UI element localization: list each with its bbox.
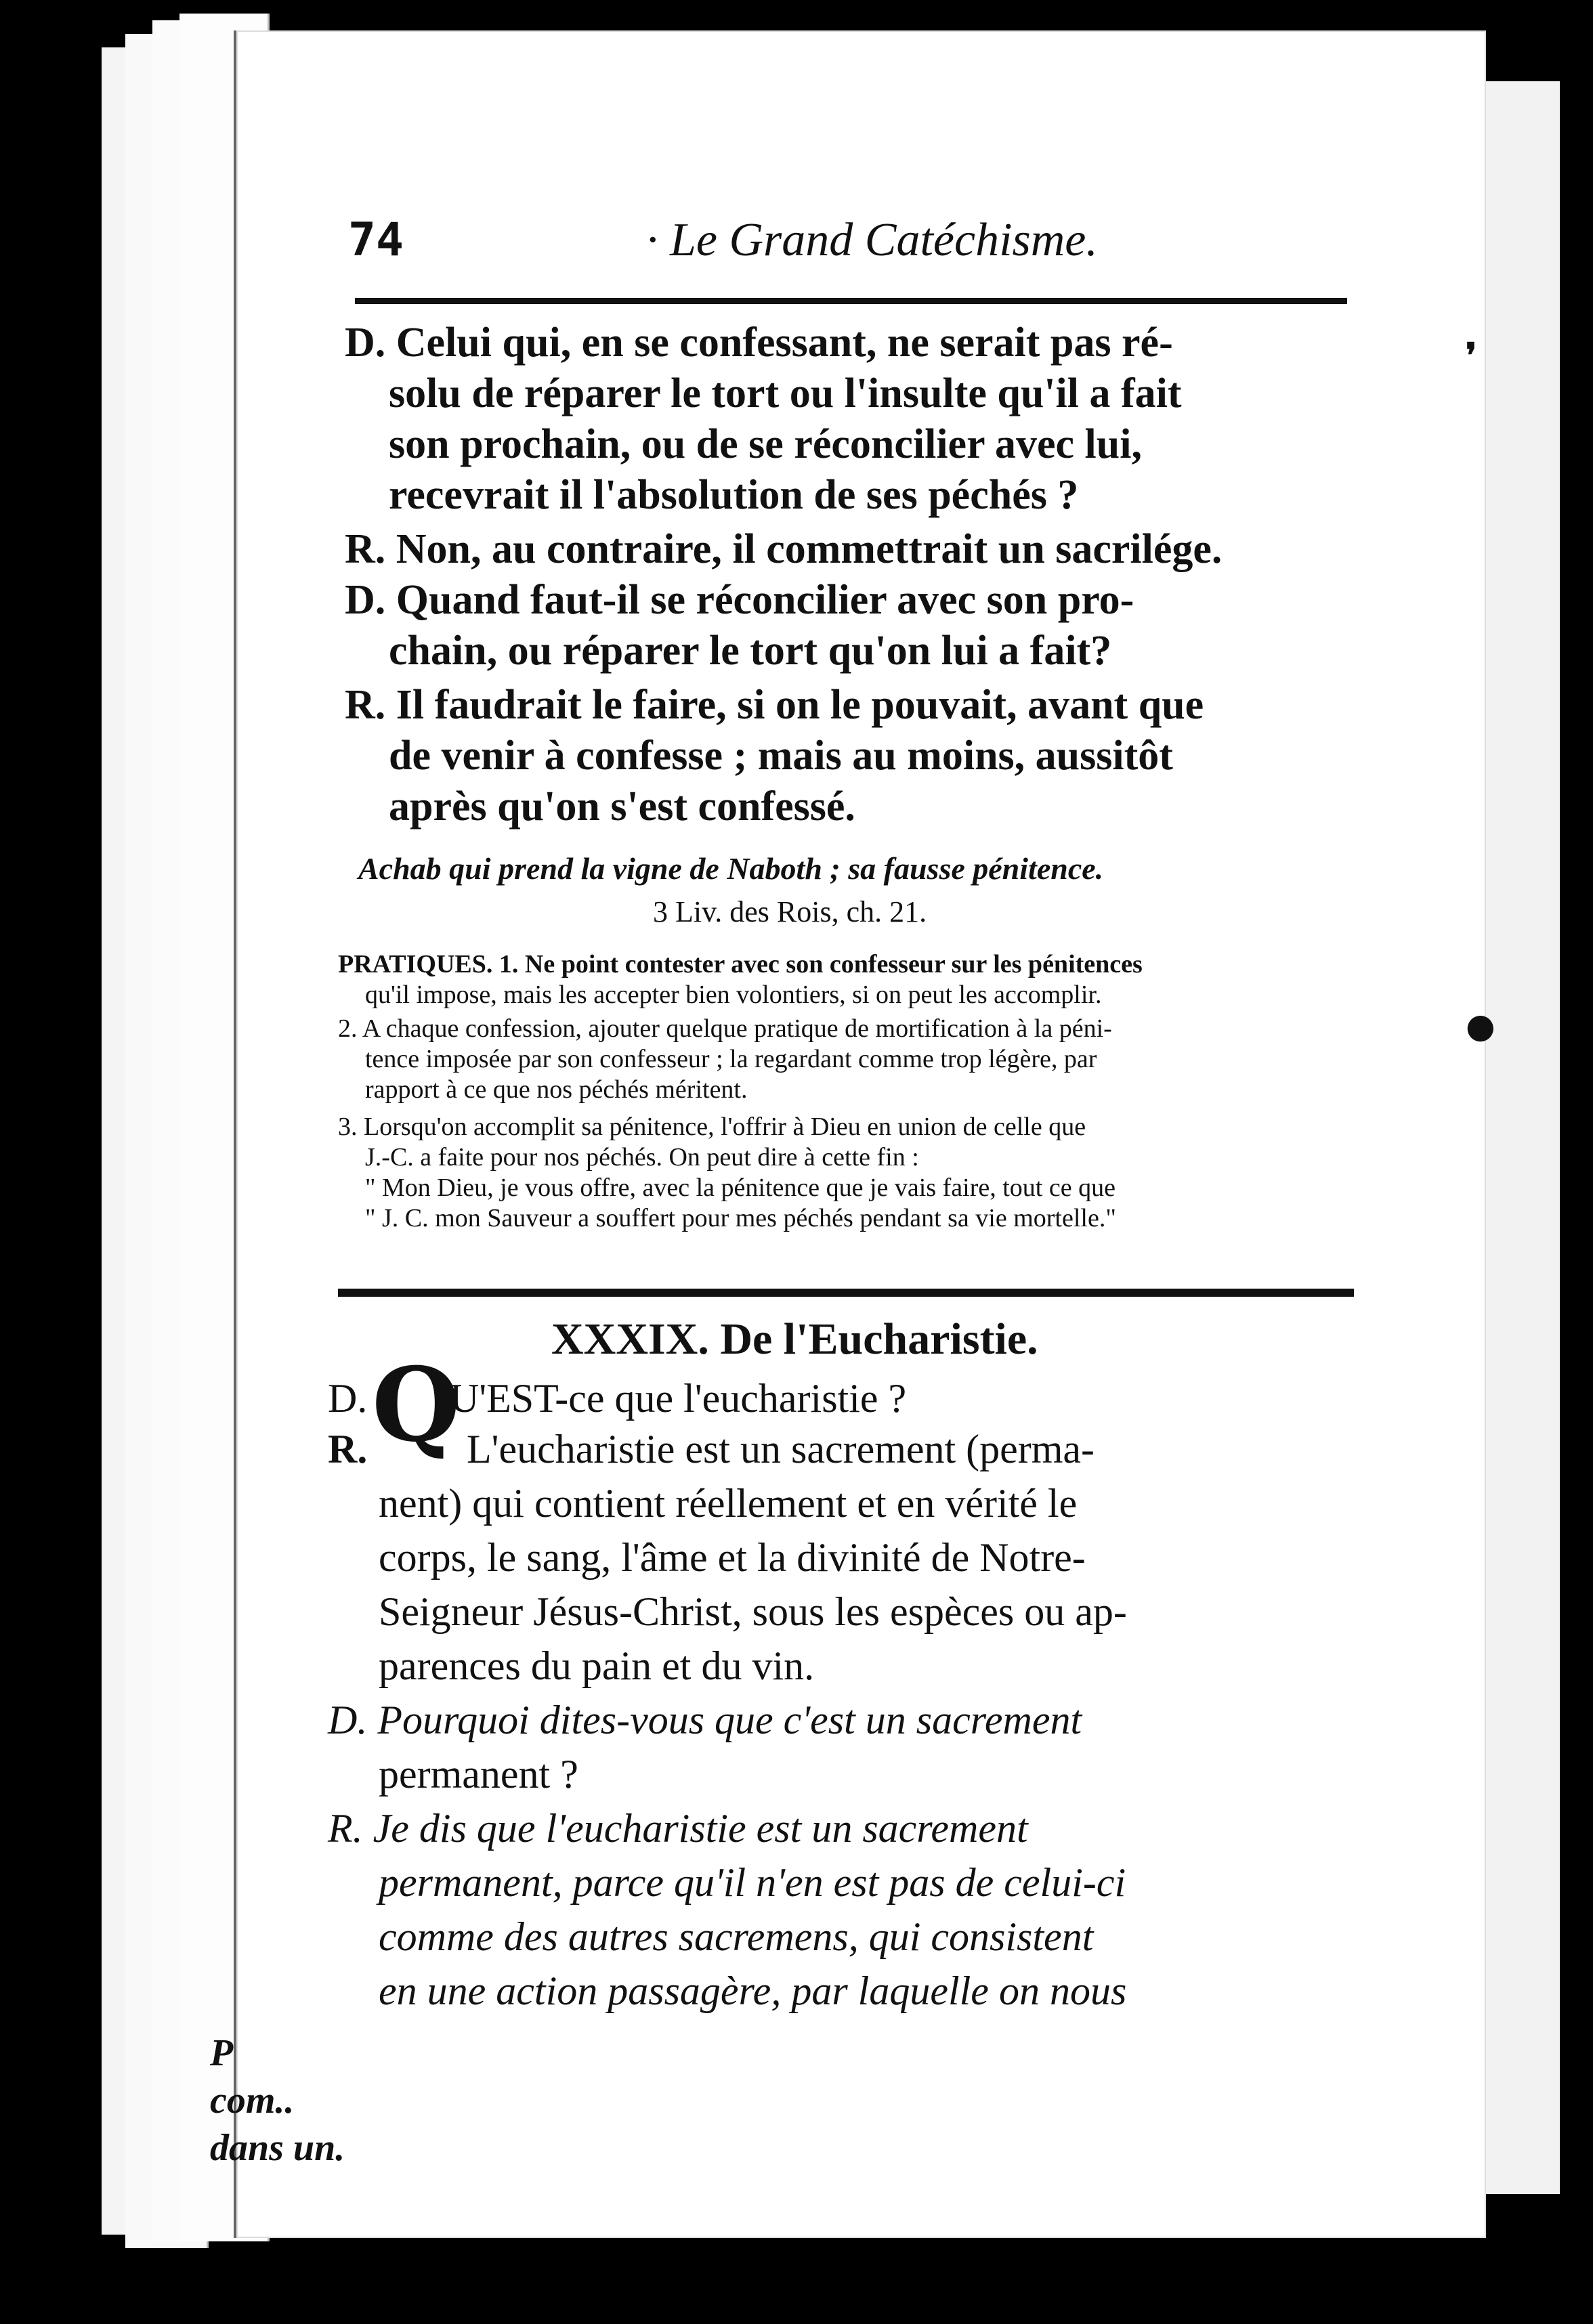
qa2-line: permanent, parce qu'il n'en est pas de celui-ci [379, 1860, 1126, 1905]
pratiques-line: J.-C. a faite pour nos péchés. On peut dire à cette fin : [365, 1143, 919, 1171]
section-rule [338, 1289, 1354, 1297]
qa1-line: chain, ou réparer le tort qu'on lui a fait? [389, 628, 1112, 674]
pratiques-line: 3. Lorsqu'on accomplit sa pénitence, l'offrir à Dieu en union de celle que [338, 1113, 1086, 1141]
qa2-line: R. Je dis que l'eucharistie est un sacrement [328, 1806, 1028, 1851]
qa2-line: Seigneur Jésus-Christ, sous les espèces ou ap- [379, 1589, 1127, 1634]
page-number: 74 [348, 213, 404, 267]
pratiques-line: " J. C. mon Sauveur a souffert pour mes péchés pendant sa vie mortelle." [365, 1204, 1116, 1232]
pratiques-line: 2. A chaque confession, ajouter quelque pratique de mortification à la péni- [338, 1014, 1112, 1043]
running-title: · Le Grand Catéchisme. [646, 214, 1098, 266]
qa2-line: U'EST-ce que l'eucharistie ? [450, 1376, 907, 1421]
qa2-line: D. Pourquoi dites-vous que c'est un sacrement [328, 1698, 1082, 1742]
book-page [234, 30, 1495, 2238]
section-title: XXXIX. De l'Eucharistie. [551, 1314, 1038, 1364]
example-reference: 3 Liv. des Rois, ch. 21. [653, 895, 927, 928]
header-rule [355, 298, 1347, 304]
drop-cap: Q [372, 1346, 461, 1465]
qa1-line: D. Celui qui, en se confessant, ne serait pas ré- [345, 320, 1173, 366]
margin-fragment: com.. [210, 2080, 295, 2122]
pratiques-line: " Mon Dieu, je vous offre, avec la pénitence que je vais faire, tout ce que [365, 1174, 1116, 1202]
pratiques-line: PRATIQUES. 1. Ne point contester avec son confesseur sur les pénitences [338, 950, 1143, 978]
qa1-line: après qu'on s'est confessé. [389, 783, 855, 830]
qa2-line: nent) qui contient réellement et en vérité le [379, 1481, 1078, 1526]
qa1-line: R. Il faudrait le faire, si on le pouvait, avant que [345, 682, 1204, 728]
qa2-speaker: R. [328, 1427, 368, 1471]
margin-mark: ● [1466, 1006, 1495, 1046]
qa2-line: en une action passagère, par laquelle on nous [379, 1968, 1127, 2013]
qa1-line: recevrait il l'absolution de ses péchés ? [389, 472, 1079, 518]
margin-mark: ❜ [1466, 335, 1477, 375]
margin-fragment: P [210, 2032, 234, 2074]
qa1-line: son prochain, ou de se réconcilier avec lui, [389, 421, 1142, 467]
pratiques-line: tence imposée par son confesseur ; la regardant comme trop légère, par [365, 1045, 1097, 1073]
pratiques-line: rapport à ce que nos péchés méritent. [365, 1075, 748, 1104]
example-line: Achab qui prend la vigne de Naboth ; sa fausse pénitence. [358, 851, 1104, 886]
qa2-line: corps, le sang, l'âme et la divinité de Notre- [379, 1535, 1086, 1580]
margin-fragment: dans un. [210, 2127, 345, 2169]
qa2-line: parences du pain et du vin. [379, 1643, 815, 1688]
qa2-line: comme des autres sacremens, qui consistent [379, 1914, 1094, 1959]
qa1-line: de venir à confesse ; mais au moins, aussitôt [389, 733, 1173, 779]
qa1-line: R. Non, au contraire, il commettrait un sacrilége. [345, 526, 1223, 572]
qa2-speaker: D. [328, 1376, 368, 1421]
qa2-line: L'eucharistie est un sacrement (perma- [467, 1427, 1095, 1471]
qa1-line: D. Quand faut-il se réconcilier avec son pro- [345, 577, 1134, 623]
pratiques-line: qu'il impose, mais les accepter bien volontiers, si on peut les accomplir. [365, 981, 1102, 1009]
qa2-line: permanent ? [379, 1752, 578, 1796]
page-header [348, 186, 1364, 267]
qa1-line: solu de réparer le tort ou l'insulte qu'il a fait [389, 370, 1182, 416]
